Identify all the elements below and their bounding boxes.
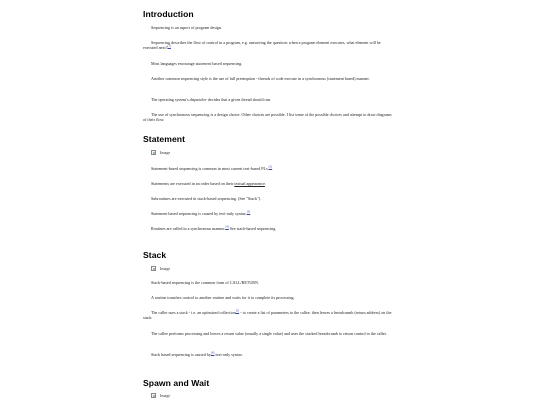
paragraph: The operating system's dispatcher decides that a given thread should run. xyxy=(151,97,272,102)
paragraph: Sequencing is an aspect of program design. xyxy=(151,25,223,30)
paragraph: Sequencing describes the flow of control in a program, e.g. answering the question: when a program element executes, what element will be executed next?[1] xyxy=(143,40,381,51)
paragraph: Subroutines are executed in stack-based sequencing. (See "Stack"). xyxy=(151,196,262,201)
footnote-link[interactable]: [2] xyxy=(268,164,273,169)
broken-image-icon xyxy=(151,393,156,398)
paragraph: A routine transfers control to another routine and waits for it to complete its processing. xyxy=(151,295,295,300)
footnote-link[interactable]: [5] xyxy=(235,308,240,313)
paragraph: Routines are called in a synchronous manner.[4] See stack-based sequencing. xyxy=(151,224,277,231)
paragraph: The use of synchronous sequencing is a design choice. Other choices are possible. I list some of the possible choices and attempt to draw diagrams of their flow. xyxy=(143,112,392,123)
section-title-statement: Statement xyxy=(143,134,185,144)
section-title-introduction: Introduction xyxy=(143,9,194,19)
footnote-link[interactable]: [1] xyxy=(167,43,171,48)
paragraph: Another common sequencing style is the use of full preemption - threads of code execute in a synchronous (statement based) manner. xyxy=(151,76,370,81)
paragraph: Stack-based sequencing is the common form of CALL/RETURN. xyxy=(151,280,260,285)
image-placeholder xyxy=(151,149,170,156)
paragraph: Most languages encourage statement based sequencing. xyxy=(151,61,243,66)
image-placeholder xyxy=(151,392,170,399)
footnote-link[interactable]: [6] xyxy=(210,350,215,355)
textual-appearance-link[interactable]: textual appearance xyxy=(234,181,265,186)
image-label: Image xyxy=(160,266,171,271)
footnote-link[interactable]: [3] xyxy=(246,209,251,214)
paragraph: Statements are executed in an order based on their textual appearance. xyxy=(151,181,266,186)
paragraph: Statement based sequencing is caused by text-only syntax.[3] xyxy=(151,209,251,216)
section-title-spawn-and-wait: Spawn and Wait xyxy=(143,378,210,388)
image-label: Image xyxy=(160,393,171,398)
paragraph: The callee performs processing and leaves a return value (usually a single value) and uses the stacked breadcrumb to return control to the caller. xyxy=(151,331,387,336)
image-label: Image xyxy=(160,150,171,155)
image-placeholder xyxy=(151,265,170,272)
footnote-link[interactable]: [4] xyxy=(225,224,229,229)
broken-image-icon xyxy=(151,150,156,155)
section-title-stack: Stack xyxy=(143,250,167,260)
paragraph: The caller uses a stack - i.e. an optimized collection[5] - to create a list of parameters to the callee, then leaves a breadcrumb (return address) on the stack. xyxy=(143,308,392,321)
paragraph: Stack based sequencing is caused by[6] text-only syntax. xyxy=(151,350,243,357)
paragraph: Statement-based sequencing is common in most current text-based PLs.[2] xyxy=(151,164,273,171)
broken-image-icon xyxy=(151,266,156,271)
